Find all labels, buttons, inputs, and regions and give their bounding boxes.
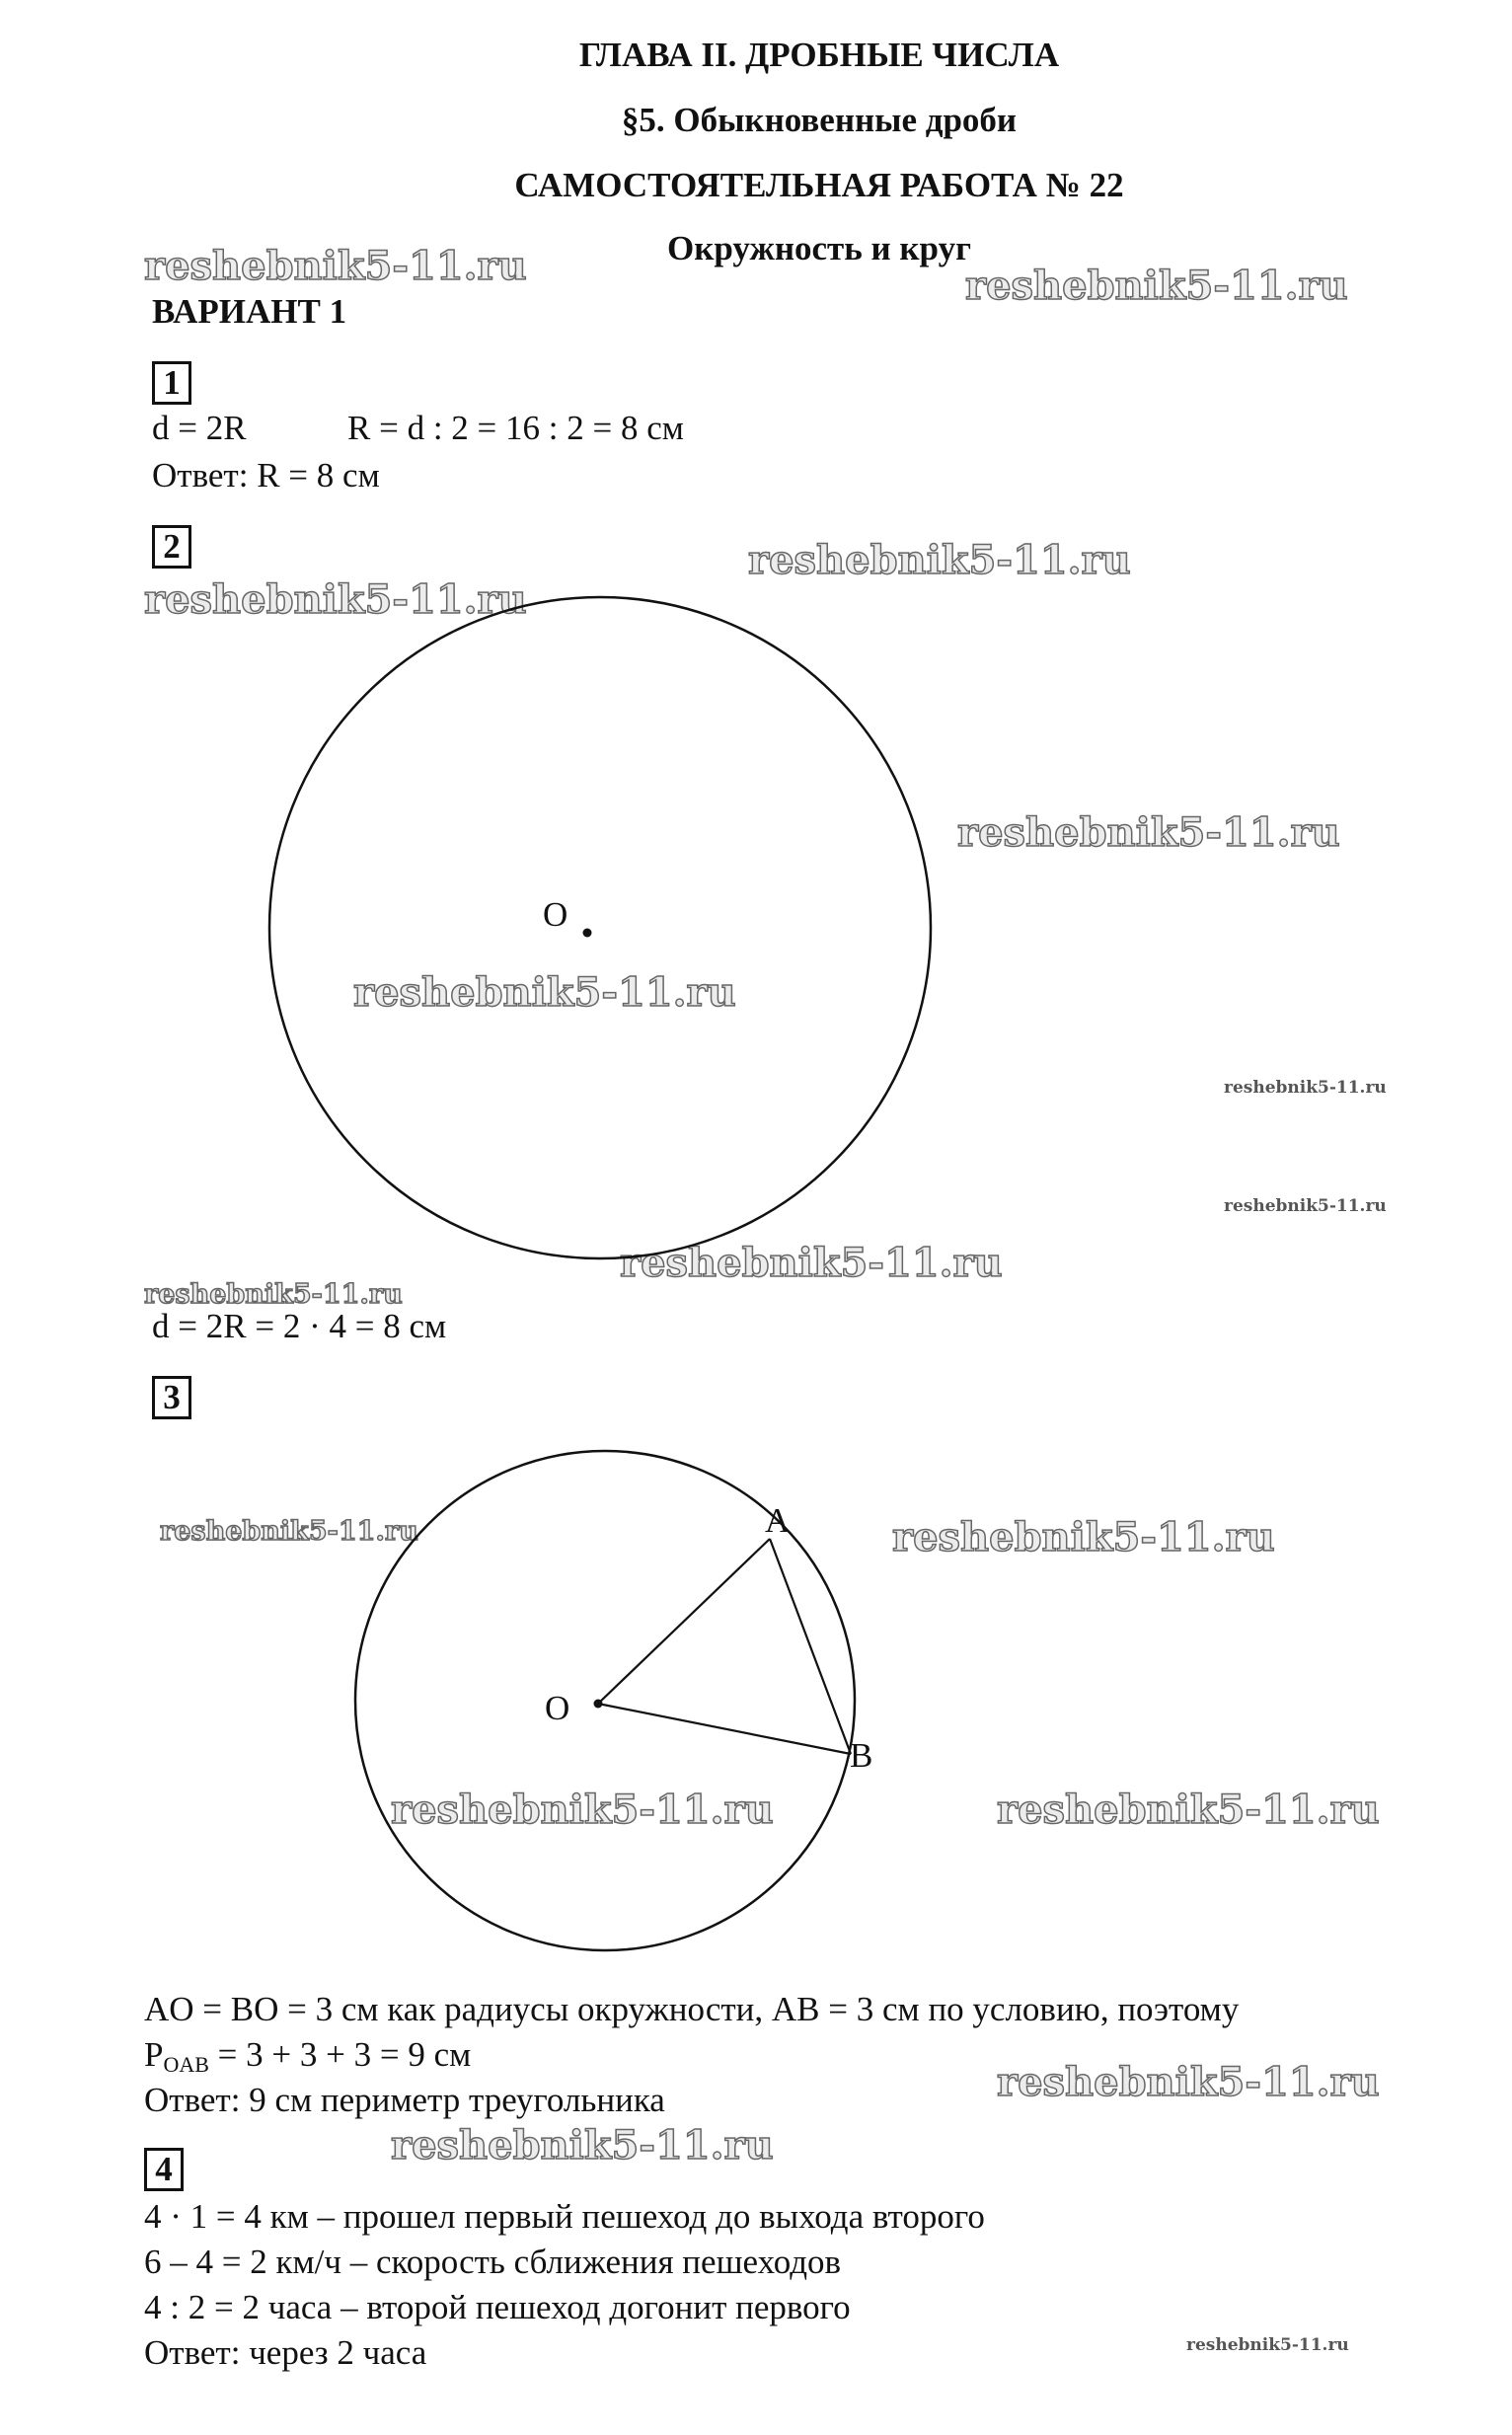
task4-line-2: 6 – 4 = 2 км/ч – скорость сближения пешеходов — [144, 2243, 842, 2281]
work-title: САМОСТОЯТЕЛЬНАЯ РАБОТА № 22 — [514, 166, 1124, 204]
point-b-label: B — [850, 1736, 873, 1775]
watermark: reshebnik5-11.ru — [160, 1516, 418, 1547]
watermark: reshebnik5-11.ru — [144, 1279, 403, 1310]
watermark: reshebnik5-11.ru — [391, 1787, 774, 1833]
task1-answer: Ответ: R = 8 см — [152, 456, 380, 495]
task-number-2: 2 — [152, 525, 191, 569]
perimeter-subscript: OAB — [163, 2052, 209, 2077]
watermark: reshebnik5-11.ru — [353, 969, 736, 1016]
center-label: O — [543, 895, 568, 934]
watermark: reshebnik5-11.ru — [892, 1514, 1275, 1560]
point-a-label: A — [765, 1501, 791, 1540]
section-title: §5. Обыкновенные дроби — [621, 101, 1018, 139]
task-number-3: 3 — [152, 1376, 191, 1419]
task-number-1: 1 — [152, 361, 191, 405]
radius-oa — [598, 1539, 770, 1704]
watermark: reshebnik5-11.ru — [997, 2059, 1380, 2105]
watermark: reshebnik5-11.ru — [391, 2122, 774, 2169]
task3-explanation: AO = BO = 3 см как радиусы окружности, AB = 3 см по условию, поэтому — [144, 1990, 1240, 2028]
chapter-title: ГЛАВА II. ДРОБНЫЕ ЧИСЛА — [578, 36, 1060, 74]
watermark: reshebnik5-11.ru — [957, 809, 1340, 856]
point-o-label: O — [545, 1689, 570, 1727]
task3-answer: Ответ: 9 см периметр треугольника — [144, 2081, 665, 2119]
watermark: reshebnik5-11.ru — [748, 537, 1131, 583]
task3-triangle-figure — [336, 1441, 928, 2033]
variant-title: ВАРИАНТ 1 — [152, 292, 347, 331]
task1-formula: d = 2R — [152, 409, 247, 447]
chord-ab — [770, 1539, 851, 1754]
task-number-4: 4 — [144, 2148, 184, 2191]
watermark: reshebnik5-11.ru — [1224, 1196, 1387, 1216]
task2-circle-figure — [257, 592, 947, 1283]
topic-title: Окружность и круг — [667, 229, 971, 267]
center-point — [594, 1700, 603, 1709]
radius-ob — [598, 1704, 851, 1754]
perimeter-symbol: P — [144, 2035, 164, 2074]
task4-line-1: 4 · 1 = 4 км – прошел первый пешеход до выхода второго — [144, 2197, 985, 2236]
circle-outline — [269, 597, 931, 1258]
watermark: reshebnik5-11.ru — [620, 1240, 1003, 1286]
watermark: reshebnik5-11.ru — [144, 243, 527, 289]
perimeter-calculation: = 3 + 3 + 3 = 9 см — [208, 2035, 472, 2074]
watermark: reshebnik5-11.ru — [997, 1787, 1380, 1833]
task2-result: d = 2R = 2 · 4 = 8 см — [152, 1307, 447, 1345]
watermark: reshebnik5-11.ru — [965, 263, 1348, 309]
task4-line-3: 4 : 2 = 2 часа – второй пешеход догонит первого — [144, 2288, 851, 2326]
watermark: reshebnik5-11.ru — [1186, 2335, 1349, 2355]
center-point — [583, 929, 592, 938]
watermark: reshebnik5-11.ru — [1224, 1078, 1387, 1098]
task4-answer: Ответ: через 2 часа — [144, 2333, 427, 2372]
task3-perimeter — [144, 2035, 471, 2078]
task1-calculation: R = d : 2 = 16 : 2 = 8 см — [347, 409, 684, 447]
watermark: reshebnik5-11.ru — [144, 576, 527, 623]
